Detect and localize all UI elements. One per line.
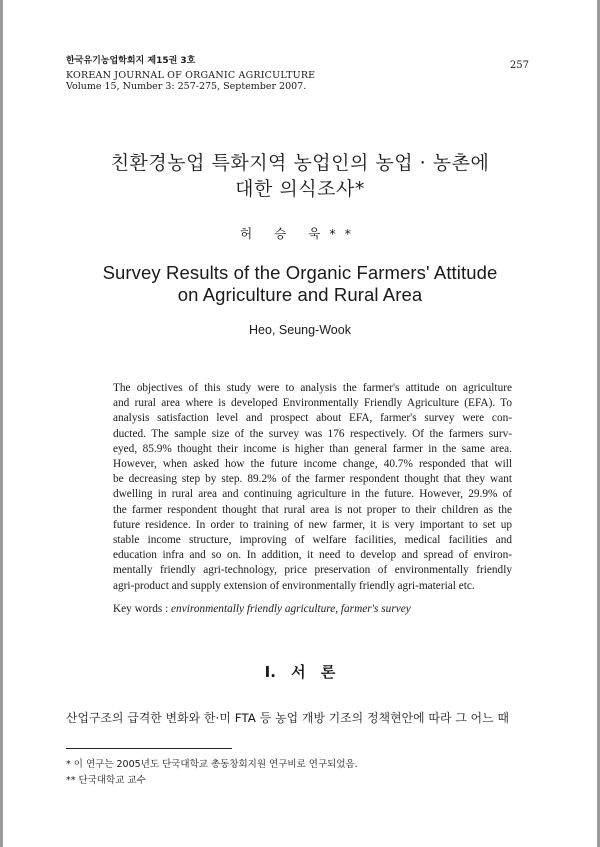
abstract-line: future residence. In order to training of new farmer, it is very important to set up	[113, 518, 512, 531]
abstract-line: However, when asked how the future income change, 40.7% responded that will	[113, 458, 512, 471]
author-en: Heo, Seung-Wook	[249, 323, 351, 337]
abstract-line: stable income structure, improving of welfare facilities, medical facilities and	[113, 534, 512, 547]
footnote-divider	[66, 748, 232, 749]
abstract-line: The objectives of this study were to analysis the farmer's attitude on agriculture	[113, 382, 512, 394]
abstract-line: education infra and so on. In addition, it need to develop and spread of environ-	[113, 549, 512, 562]
keywords-text: environmentally friendly agriculture, farmer's survey	[171, 603, 411, 615]
footnote-funding: * 이 연구는 2005년도 단국대학교 총동창회지원 연구비로 연구되었음.	[66, 759, 358, 770]
keywords	[113, 603, 411, 615]
title-en-line2: on Agriculture and Rural Area	[177, 284, 423, 305]
abstract-line: agri-product and supply extension of environmentally friendly agri-material etc.	[113, 579, 475, 592]
journal-title-en: KOREAN JOURNAL OF ORGANIC AGRICULTURE	[66, 70, 316, 81]
page-number: 257	[509, 60, 529, 71]
title-en-line1: Survey Results of the Organic Farmers' Attitude	[102, 262, 498, 283]
title-kr-line2: 대한 의식조사*	[235, 178, 365, 200]
body-first-line: 산업구조의 급격한 변화와 한·미 FTA 등 농업 개방 기조의 정책현안에 따라 그 어느 때	[66, 711, 510, 725]
abstract	[113, 381, 512, 594]
abstract-line: eyed, 85.9% thought their income is higher than general farmer in the same area.	[113, 442, 512, 455]
journal-volume-info: Volume 15, Number 3: 257-275, September 2007.	[66, 81, 307, 92]
abstract-line: analysis satisfaction level and prospect about EFA, farmer's survey were con-	[113, 412, 512, 425]
abstract-line: and rural area where is developed Environmentally Friendly Agriculture (EFA). To	[113, 397, 512, 410]
author-kr: 허 승 욱**	[240, 226, 360, 241]
abstract-line: mentally friendly agri-technology, price preservation of environmentally friendly	[113, 564, 512, 577]
abstract-line: ducted. The sample size of the survey was 176 respectively. Of the farmers surv-	[113, 427, 512, 440]
abstract-line: the farmer respondent thought that rural area is not proper to their children as the	[113, 503, 512, 516]
footnote-affiliation: ** 단국대학교 교수	[66, 775, 146, 786]
abstract-line: be decreasing step by step. 89.2% of the farmer respondent thought that they want	[113, 473, 512, 486]
title-kr-line1: 친환경농업 특화지역 농업인의 농업 · 농촌에	[110, 152, 490, 174]
keywords-label: Key words :	[113, 603, 172, 615]
journal-title-kr: 한국유기농업학회지 제15권 3호	[66, 56, 196, 66]
abstract-line: dwelling in rural area and continuing agriculture in the future. However, 29.9% of	[113, 488, 512, 501]
section-heading: Ⅰ. 서 론	[264, 663, 336, 681]
